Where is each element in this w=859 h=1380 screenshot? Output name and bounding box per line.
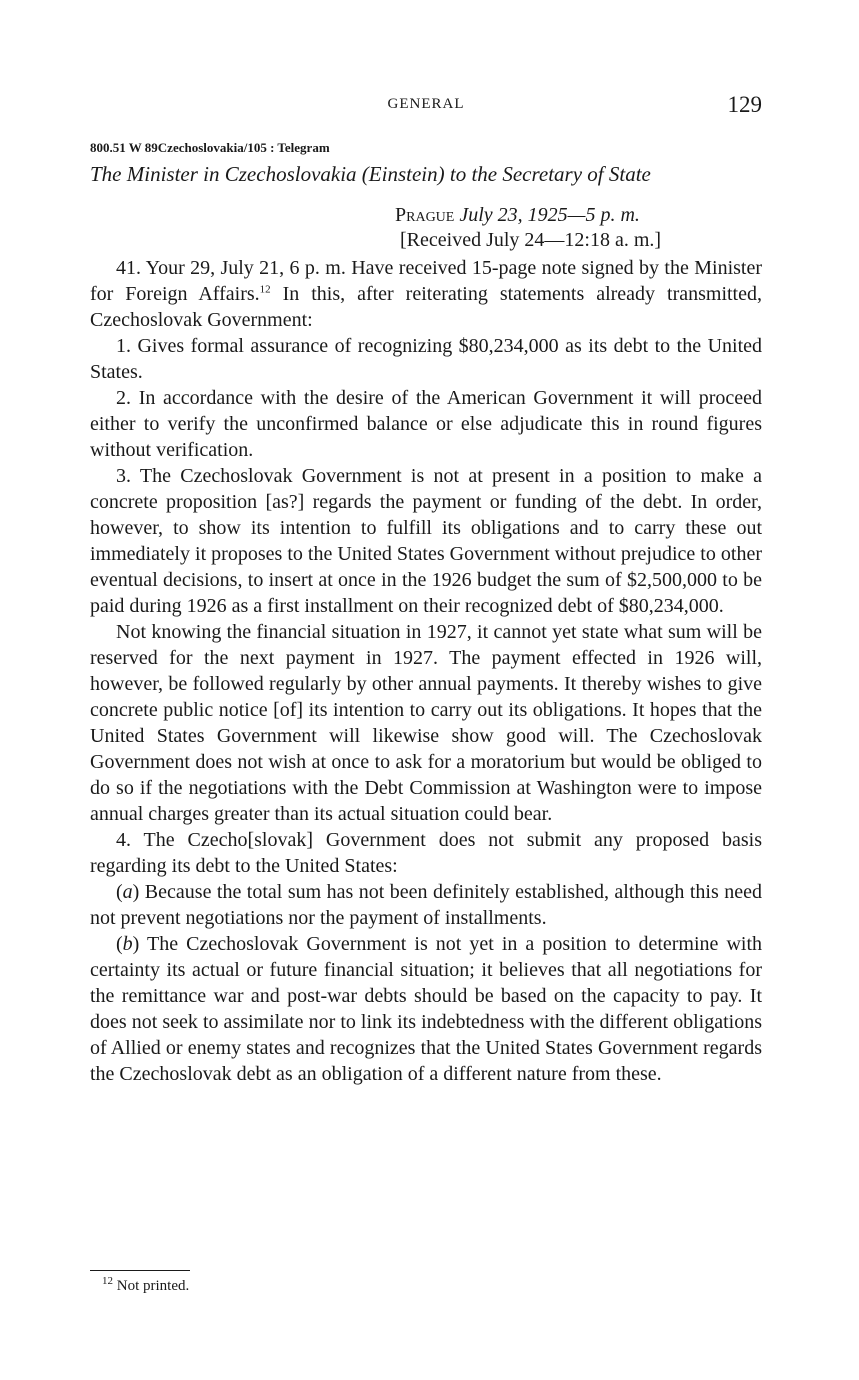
paragraph-text: The Czechoslovak Government is not yet in a position to determine with certainty its actual or future financial situation; it believes that all negotiations for the remittance war and post-war debts should be based on the capacity to pay. It does not seek to assimilate nor to link its indebtedness with the different obligations of Allied or enemy states and recognizes that the United States Government regards the Czechoslovak debt as an obligation of a different nature from these. (90, 933, 762, 1085)
running-title: GENERAL (387, 96, 465, 112)
page-number: 129 (727, 92, 762, 117)
paragraph (90, 255, 762, 333)
item-label: a (122, 881, 133, 903)
paragraph-text: In this, after reiterating statements already transmitted, Czechoslovak Government: (90, 283, 762, 331)
running-head (90, 92, 762, 122)
received-line: [Received July 24—12:18 a. m.] (400, 229, 662, 251)
footnote-ref: 12 (259, 283, 271, 296)
paragraph: (a) Because the total sum has not been definitely established, although this need not prevent negotiations nor the payment of installments. (90, 881, 762, 929)
dateline-place: Prague (395, 204, 455, 226)
footnote-marker: 12 (102, 1275, 113, 1287)
paragraph: 2. In accordance with the desire of the American Government it will proceed either to verify the unconfirmed balance or else adjudicate this in round figures without verification. (90, 387, 762, 461)
file-reference: 800.51 W 89Czechoslovakia/105 : Telegram (90, 140, 330, 155)
dateline (395, 204, 640, 227)
document-title (90, 162, 762, 187)
paragraph: 4. The Czecho[slovak] Government does not submit any proposed basis regarding its debt to the United States: (90, 829, 762, 877)
footnote (102, 1275, 190, 1295)
dateline-date: July 23, 1925—5 p. m. (454, 204, 640, 226)
telegram-body (90, 255, 762, 1087)
title-suffix: ) to the Secretary of State (437, 162, 651, 186)
paragraph: 3. The Czechoslovak Government is not at present in a position to make a concrete proposition [as?] regards the payment or funding of the debt. In order, however, to show its intention to fulfill its obligations and to carry these out immediately it proposes to the United States Government without prejudice to other eventual decisions, to insert at once in the 1926 budget the sum of $2,500,000 to be paid during 1926 as a first installment on their recognized debt of $80,234,000. (90, 465, 762, 617)
title-name: Einstein (368, 162, 438, 186)
paragraph-text: Because the total sum has not been definitely established, although this need not prevent negotiations nor the payment of installments. (90, 881, 762, 929)
footnote-divider (90, 1270, 190, 1271)
paragraph: 1. Gives formal assurance of recognizing $80,234,000 as its debt to the United States. (90, 335, 762, 383)
item-label: b (122, 933, 133, 955)
paragraph: (b) The Czechoslovak Government is not yet in a position to determine with certainty its actual or future financial situation; it believes that all negotiations for the remittance war and post-war debts should be based on the capacity to pay. It does not seek to assimilate nor to link its indebtedness with the different obligations of Allied or enemy states and recognizes that the United States Government regards the Czechoslovak debt as an obligation of a different nature from these. (90, 933, 762, 1085)
document-page (90, 0, 762, 1380)
footnote-text: Not printed. (113, 1278, 190, 1294)
paragraph-text: 41. Your 29, July 21, 6 p. m. Have received 15-page note signed by the Minister for Foreign Affairs. (90, 257, 762, 305)
paragraph: Not knowing the financial situation in 1927, it cannot yet state what sum will be reserved for the next payment in 1927. The payment effected in 1926 will, however, be followed regularly by other annual payments. It thereby wishes to give concrete public notice [of] its intention to carry out its obligations. It hopes that the United States Government will likewise show good will. The Czechoslovak Government does not wish at once to ask for a moratorium but would be obliged to do so if the negotiations with the Debt Commission at Washington were to impose annual charges greater than its actual situation could bear. (90, 621, 762, 825)
title-prefix: The Minister in Czechoslovakia ( (90, 162, 369, 186)
